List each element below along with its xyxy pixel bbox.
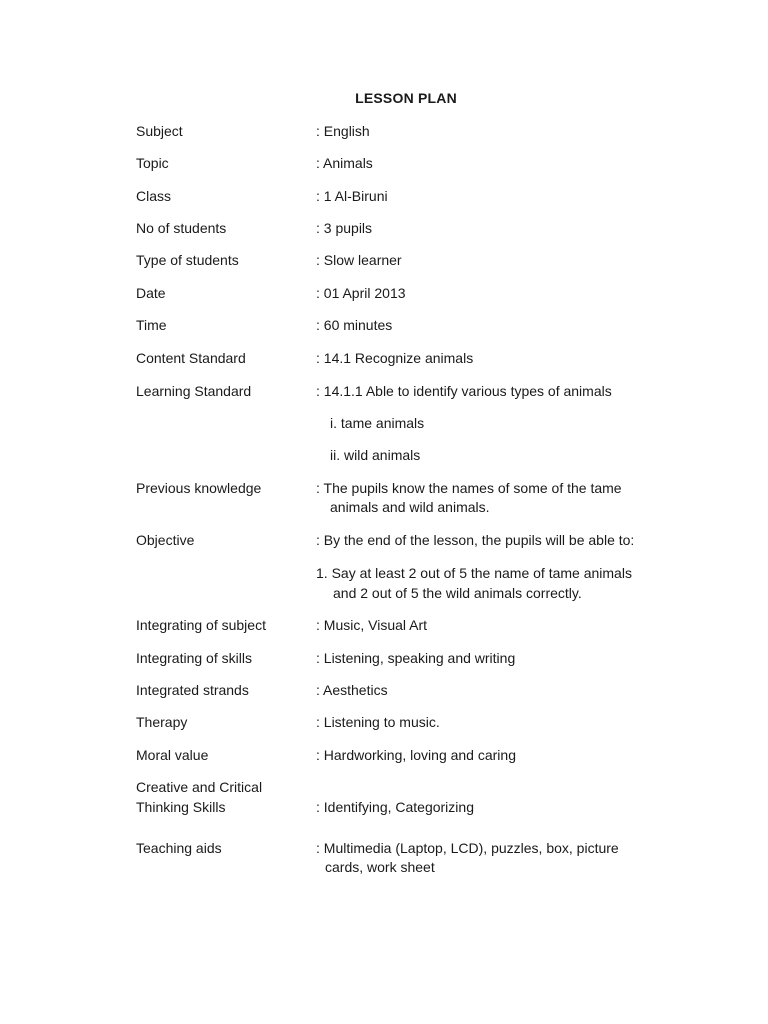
- moral-value-label: Moral value: [136, 747, 209, 763]
- thinking-skills-value: : Identifying, Categorizing: [316, 799, 474, 815]
- therapy-value: : Listening to music.: [316, 714, 440, 730]
- type-students-value: : Slow learner: [316, 252, 402, 268]
- type-students-label: Type of students: [136, 252, 239, 268]
- previous-knowledge-value-cont: animals and wild animals.: [330, 499, 490, 515]
- topic-value: : Animals: [316, 155, 373, 171]
- previous-knowledge-label: Previous knowledge: [136, 480, 262, 496]
- content-standard-value: : 14.1 Recognize animals: [316, 350, 474, 366]
- teaching-aids-label: Teaching aids: [136, 840, 222, 856]
- learning-standard-value: : 14.1.1 Able to identify various types of animals: [316, 383, 612, 399]
- no-students-value: : 3 pupils: [316, 220, 373, 236]
- class-label: Class: [136, 188, 172, 204]
- integrating-skills-value: : Listening, speaking and writing: [316, 650, 516, 666]
- no-students-label: No of students: [136, 220, 227, 236]
- objective-item-cont: and 2 out of 5 the wild animals correctly.: [333, 585, 582, 601]
- thinking-skills-label: Thinking Skills: [136, 799, 226, 815]
- integrated-strands-label: Integrated strands: [136, 682, 249, 698]
- teaching-aids-value-cont: cards, work sheet: [325, 859, 435, 875]
- previous-knowledge-value: : The pupils know the names of some of the tame: [316, 480, 622, 496]
- teaching-aids-value: : Multimedia (Laptop, LCD), puzzles, box, picture: [316, 840, 619, 856]
- integrating-skills-label: Integrating of skills: [136, 650, 252, 666]
- content-standard-label: Content Standard: [136, 350, 246, 366]
- moral-value-value: : Hardworking, loving and caring: [316, 747, 516, 763]
- time-value: : 60 minutes: [316, 317, 393, 333]
- class-value: : 1 Al-Biruni: [316, 188, 388, 204]
- date-value: : 01 April 2013: [316, 285, 406, 301]
- objective-item: 1. Say at least 2 out of 5 the name of tame animals: [316, 565, 632, 581]
- creative-critical-label: Creative and Critical: [136, 779, 263, 795]
- integrated-strands-value: : Aesthetics: [316, 682, 388, 698]
- subject-label: Subject: [136, 123, 183, 139]
- objective-value: : By the end of the lesson, the pupils will be able to:: [316, 532, 635, 548]
- subject-value: : English: [316, 123, 370, 139]
- topic-label: Topic: [136, 155, 169, 171]
- integrating-subject-label: Integrating of subject: [136, 617, 266, 633]
- learning-standard-sub-item: ii. wild animals: [330, 447, 421, 463]
- date-label: Date: [136, 285, 166, 301]
- objective-label: Objective: [136, 532, 195, 548]
- time-label: Time: [136, 317, 167, 333]
- learning-standard-label: Learning Standard: [136, 383, 252, 399]
- therapy-label: Therapy: [136, 714, 188, 730]
- integrating-subject-value: : Music, Visual Art: [316, 617, 428, 633]
- learning-standard-sub-item: i. tame animals: [330, 415, 425, 431]
- document-title: LESSON PLAN: [355, 90, 457, 106]
